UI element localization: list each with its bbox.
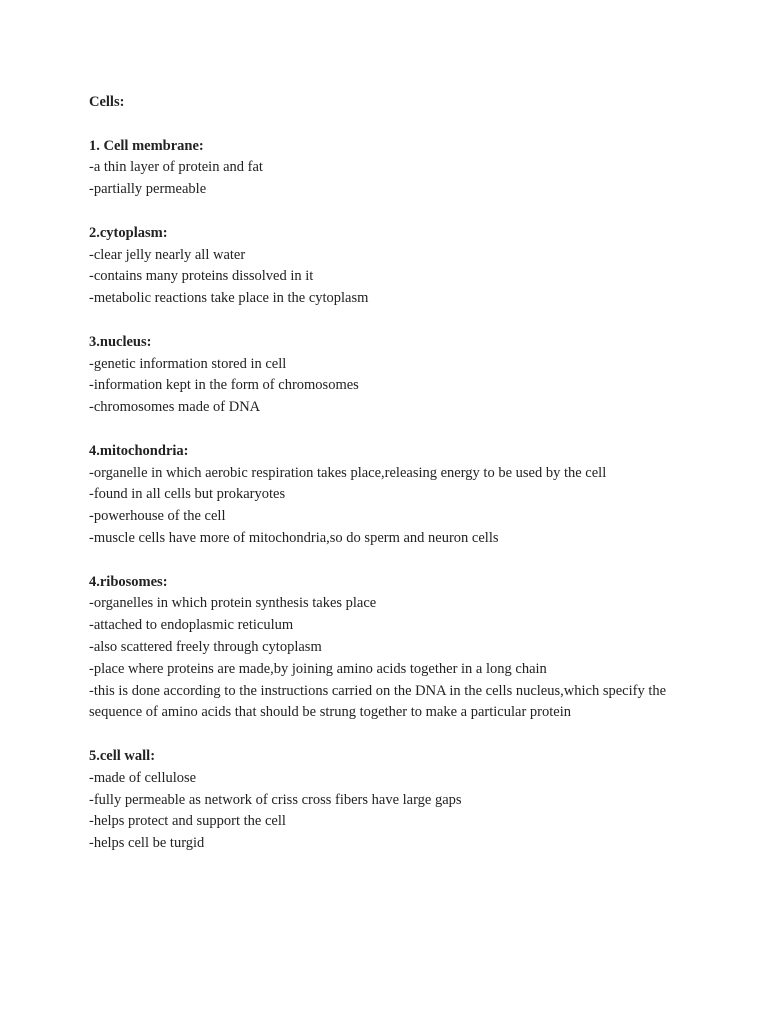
bullet-line: -also scattered freely through cytoplasm <box>89 638 322 655</box>
section-heading: 4.ribosomes: <box>89 573 168 590</box>
document-title: Cells: <box>89 94 125 110</box>
section-heading: 1. Cell membrane: <box>89 137 204 154</box>
section-heading: 4.mitochondria: <box>89 442 189 459</box>
section <box>89 746 669 855</box>
bullet-line: -chromosomes made of DNA <box>89 399 261 416</box>
bullet-line: -helps cell be turgid <box>89 835 205 852</box>
bullet-line: -muscle cells have more of mitochondria,so do sperm and neuron cells <box>89 529 499 546</box>
bullet-line: -place where proteins are made,by joining amino acids together in a long chain <box>89 660 547 677</box>
section-heading: 2.cytoplasm: <box>89 224 168 241</box>
bullet-line: -contains many proteins dissolved in it <box>89 268 314 285</box>
bullet-line: -information kept in the form of chromosomes <box>89 377 359 394</box>
document-body <box>89 92 669 877</box>
bullet-line: -powerhouse of the cell <box>89 508 226 525</box>
bullet-line: -organelles in which protein synthesis takes place <box>89 595 377 612</box>
bullet-line: -made of cellulose <box>89 769 197 786</box>
bullet-line: -attached to endoplasmic reticulum <box>89 617 294 634</box>
bullet-line: -genetic information stored in cell <box>89 355 287 372</box>
bullet-line: -organelle in which aerobic respiration takes place,releasing energy to be used by the cell <box>89 464 607 481</box>
bullet-line: -metabolic reactions take place in the cytoplasm <box>89 290 369 307</box>
section-heading: 5.cell wall: <box>89 747 156 764</box>
bullet-line: -this is done according to the instructions carried on the DNA in the cells nucleus,which specify the sequence of amino acids that should be strung together to make a particular protein <box>89 682 667 721</box>
section <box>89 441 669 550</box>
section <box>89 136 669 201</box>
section <box>89 572 669 725</box>
bullet-line: -found in all cells but prokaryotes <box>89 486 286 503</box>
bullet-line: -fully permeable as network of criss cross fibers have large gaps <box>89 791 462 808</box>
bullet-line: -partially permeable <box>89 181 207 198</box>
section <box>89 223 669 310</box>
bullet-line: -clear jelly nearly all water <box>89 246 246 263</box>
bullet-line: -a thin layer of protein and fat <box>89 159 263 176</box>
bullet-line: -helps protect and support the cell <box>89 813 286 830</box>
section <box>89 332 669 419</box>
sections-container <box>89 136 669 855</box>
section-heading: 3.nucleus: <box>89 333 152 350</box>
